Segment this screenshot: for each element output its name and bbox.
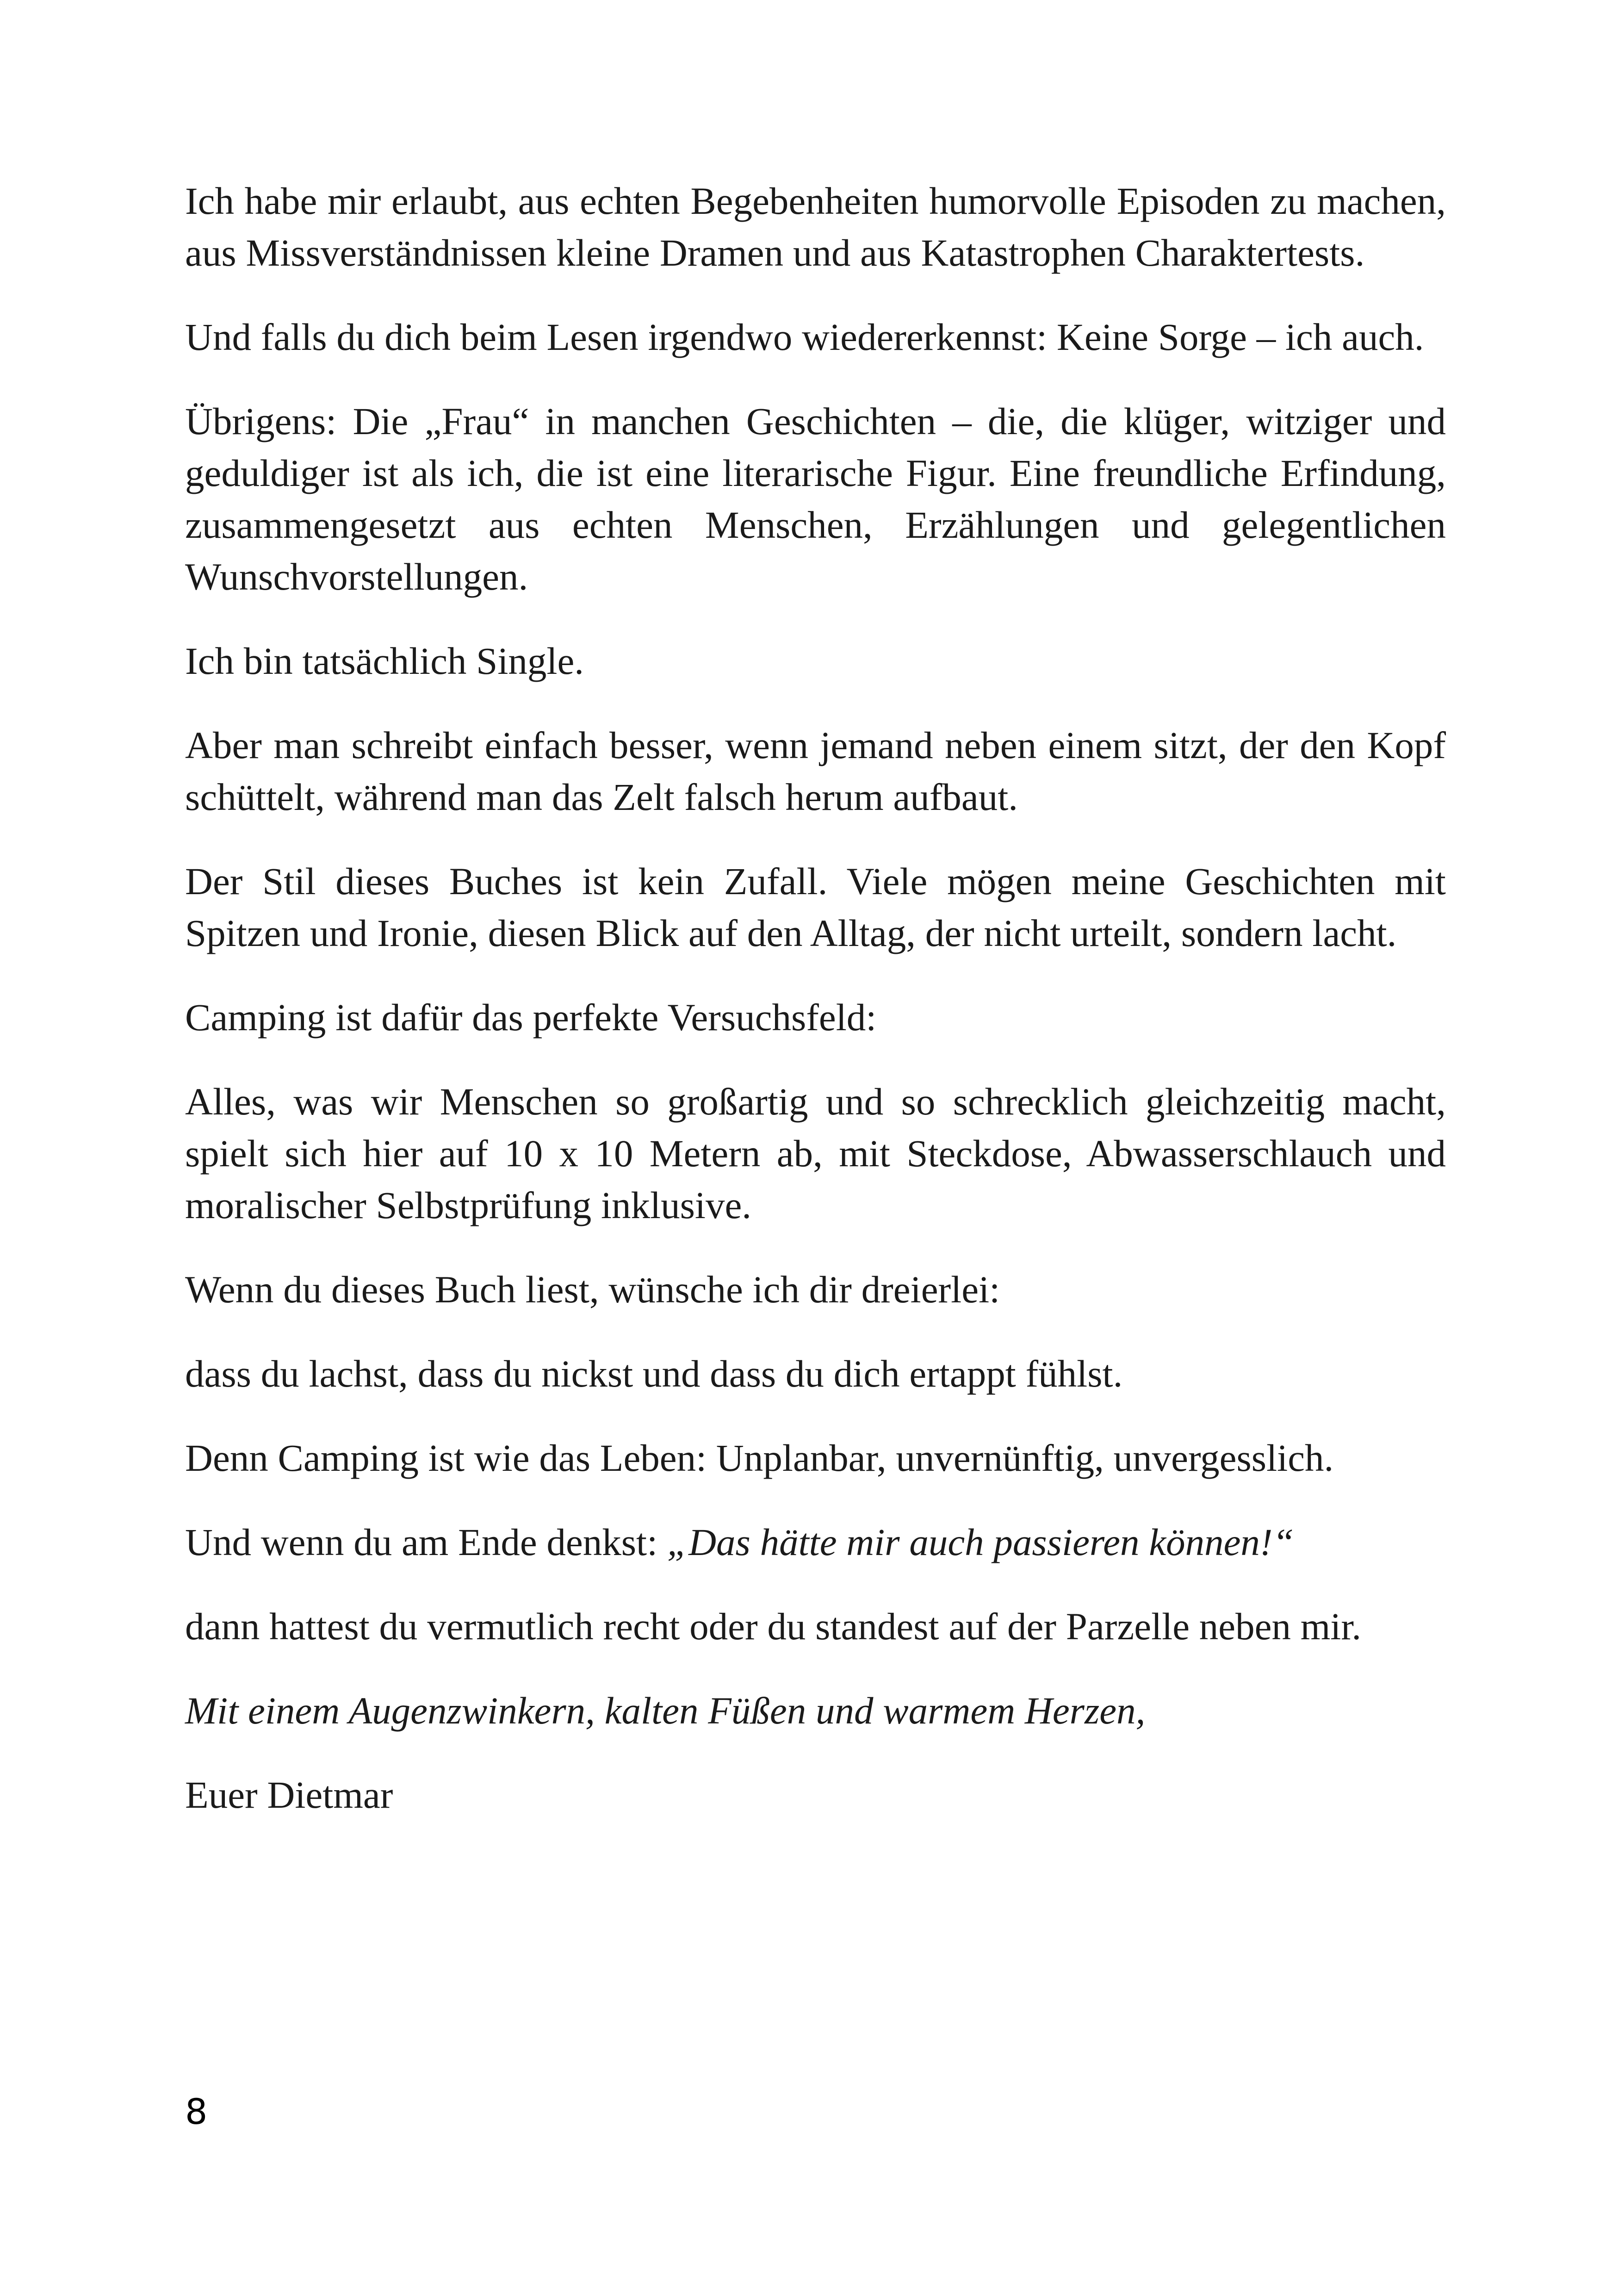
paragraph-4: Ich bin tatsächlich Single.: [185, 640, 584, 682]
paragraph-3: Übrigens: Die „Frau“ in manchen Geschichten – die, die klüger, witziger und geduldiger ist als ich, die ist eine literarische Figur. Eine freundliche Erfindung, zusammengesetzt aus echten Menschen, Erzählungen und gelegentlichen Wunschvorstellungen.: [185, 400, 1446, 598]
paragraph-9: Wenn du dieses Buch liest, wünsche ich dir dreierlei:: [185, 1268, 1000, 1311]
signature: Euer Dietmar: [185, 1773, 393, 1816]
quote-paragraph: [185, 1516, 1446, 1568]
quote-text: „Das hätte mir auch passieren können!“: [667, 1521, 1294, 1563]
paragraph-2: Und falls du dich beim Lesen irgendwo wiedererkennst: Keine Sorge – ich auch.: [185, 316, 1424, 358]
paragraph-1: Ich habe mir erlaubt, aus echten Begebenheiten humorvolle Episoden zu machen, aus Missverständnissen kleine Dramen und aus Katastrophen Charaktertests.: [185, 180, 1446, 274]
page-number: 8: [185, 2091, 208, 2132]
paragraph-10: dass du lachst, dass du nickst und dass du dich ertappt fühlst.: [185, 1352, 1123, 1395]
paragraph-5: Aber man schreibt einfach besser, wenn jemand neben einem sitzt, der den Kopf schüttelt, während man das Zelt falsch herum aufbaut.: [185, 724, 1446, 818]
body-text: [185, 175, 1446, 1853]
paragraph-8: Alles, was wir Menschen so großartig und so schrecklich gleichzeitig macht, spielt sich hier auf 10 x 10 Metern ab, mit Steckdose, Abwasserschlauch und moralischer Selbstprüfung inklusive.: [185, 1080, 1446, 1226]
paragraph-11: Denn Camping ist wie das Leben: Unplanbar, unvernünftig, unvergesslich.: [185, 1437, 1334, 1479]
after-quote-paragraph: dann hattest du vermutlich recht oder du standest auf der Parzelle neben mir.: [185, 1605, 1362, 1648]
paragraph-6: Der Stil dieses Buches ist kein Zufall. Viele mögen meine Geschichten mit Spitzen und Ironie, diesen Blick auf den Alltag, der nicht urteilt, sondern lacht.: [185, 860, 1446, 954]
quote-intro: Und wenn du am Ende denkst:: [185, 1521, 667, 1563]
paragraph-7: Camping ist dafür das perfekte Versuchsfeld:: [185, 996, 877, 1039]
closing-line: Mit einem Augenzwinkern, kalten Füßen und warmem Herzen,: [185, 1689, 1146, 1732]
